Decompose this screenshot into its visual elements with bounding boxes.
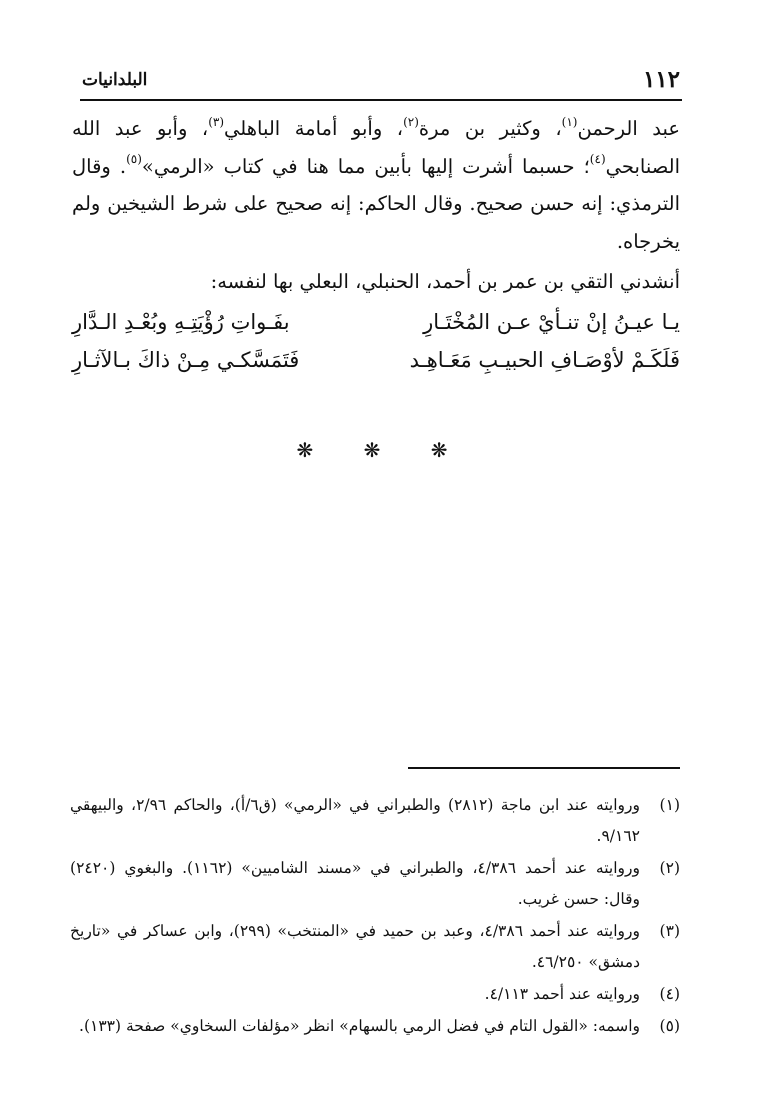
page-number: ١١٢	[642, 66, 680, 93]
footnote-text: وروايته عند أحمد ٤/١١٣.	[484, 985, 640, 1003]
footnote-item	[70, 1011, 680, 1042]
poem-verse	[72, 310, 680, 350]
footnote-rule	[408, 767, 680, 769]
poem-verse	[72, 348, 680, 388]
footnotes	[70, 790, 680, 1043]
section-separator: ❋ ❋ ❋	[296, 438, 470, 462]
footnote-number: (٢)	[659, 859, 680, 877]
footnote-item	[70, 979, 680, 1010]
body-text-segment: ؛ حسبما أشرت إليها بأبين مما هنا في كتاب «الرمي»	[141, 154, 590, 178]
body-text-segment: . وقال الترمذي: إنه حسن صحيح. وقال الحاكم: إنه صحيح على شرط الشيخين ولم يخرجاه.	[72, 154, 680, 253]
footnote-number: (٥)	[659, 1017, 680, 1035]
body-text-segment: ، وكثير بن مرة	[418, 117, 562, 140]
verse-first-hemistich: يـا عيـنُ إنْ تنـأيْ عـن المُخْتَـارِ	[423, 310, 680, 334]
verse-second-hemistich: بفَـواتِ رُؤْيَتِـهِ وبُعْـدِ الـدَّارِ	[72, 310, 290, 334]
footnote-ref[interactable]: (٤)	[589, 152, 606, 166]
verse-second-hemistich: فَتَمَسَّكـي مِـنْ ذاكَ بـالآثـارِ	[72, 348, 300, 372]
footnote-text: وروايته عند أحمد ٤/٣٨٦، وعبد بن حميد في «المنتخب» (٢٩٩)، وابن عساكر في «تاريخ دمشق» ٤٦/٢٥٠.	[70, 922, 641, 971]
body-text-segment: عبد الرحمن	[577, 117, 681, 140]
body-text-segment: ، وأبو أمامة الباهلي	[224, 117, 404, 140]
footnote-item	[70, 916, 680, 978]
page-header	[82, 64, 680, 94]
body-text-segment: ، وأبو عبد الله الصنابحي	[72, 117, 680, 178]
footnote-text: وروايته عند أحمد ٤/٣٨٦، والطبراني في «مسند الشاميين» (١١٦٢). والبغوي (٢٤٢٠) وقال: حسن غريب.	[70, 859, 640, 908]
footnote-number: (٣)	[659, 922, 680, 940]
footnote-ref[interactable]: (٥)	[126, 152, 142, 166]
footnote-item	[70, 853, 680, 915]
footnote-number: (١)	[659, 796, 680, 814]
poem-intro: أنشدني التقي بن عمر بن أحمد، الحنبلي، البعلي بها لنفسه:	[210, 270, 680, 293]
footnote-text: وروايته عند ابن ماجة (٢٨١٢) والطبراني في «الرمي» (ق٦/أ)، والحاكم ٢/٩٦، والبيهقي ٩/١٦٢.	[70, 796, 641, 845]
footnote-ref[interactable]: (١)	[561, 114, 578, 129]
footnote-ref[interactable]: (٢)	[403, 114, 419, 129]
footnote-item	[70, 790, 680, 852]
running-title: البلدانيات	[82, 70, 148, 90]
verse-first-hemistich: فَلَكَـمْ لأوْصَـافِ الحبيـبِ مَعَـاهِـد	[409, 348, 680, 372]
footnote-text: واسمه: «القول التام في فضل الرمي بالسهام» انظر «مؤلفات السخاوي» صفحة (١٣٣).	[79, 1017, 640, 1035]
header-rule	[80, 99, 682, 101]
footnote-number: (٤)	[659, 985, 680, 1003]
main-paragraph	[72, 110, 680, 260]
footnote-ref[interactable]: (٣)	[208, 114, 225, 129]
